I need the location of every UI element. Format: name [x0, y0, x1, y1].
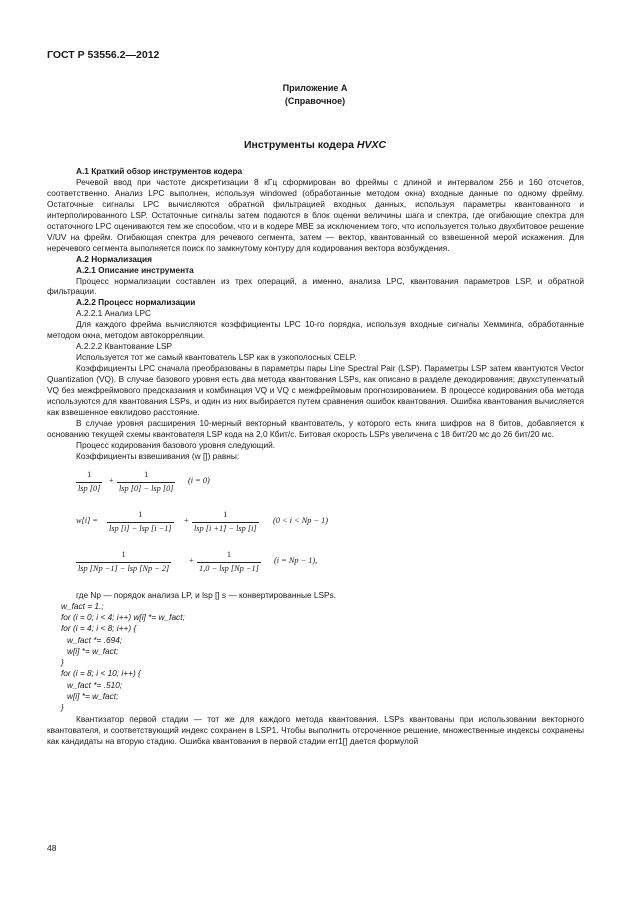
formula-1-frac-1: 1 lsp [0]: [78, 469, 101, 493]
paragraph-a222-1: Используется тот же самый квантователь LSP как в узкополосных CELP.: [76, 352, 357, 363]
formula-i-last: 1 lsp [Np −1] − lsp [Np − 2] + 1 1,0 − lsp [Np −1] (i = Np − 1),: [78, 549, 318, 573]
where-line: где Np — порядок анализа LP, и lsp [] s — конвертированные LSPs.: [76, 589, 337, 600]
code-block: [47, 601, 584, 714]
heading-a2: А.2 Нормализация: [76, 253, 152, 264]
section-title-name: HVXC: [356, 139, 387, 151]
formula-2-frac-2: 1 lsp [i +1] − lsp [i]: [194, 509, 257, 533]
heading-a222: А.2.2.2 Квантование LSP: [76, 341, 173, 352]
document-header: ГОСТ Р 53556.2—2012: [47, 49, 160, 61]
paragraph-a21: Процесс нормализации составлен из трех операций, а именно, анализа LPC, квантования параметров LSP, и обратной фильтрации.: [47, 275, 584, 297]
heading-a1: А.1 Краткий обзор инструментов кодера: [76, 166, 243, 176]
section-title: [0, 139, 630, 151]
formula-3-frac-2: 1 1,0 − lsp [Np −1]: [199, 549, 259, 573]
heading-a22: А.2.2 Процесс нормализации: [76, 297, 196, 308]
paragraph-a222-3: В случае уровня расширения 10-мерный векторный квантователь, у которого есть книга шифров на 8 битов, добавляется к основанию текущей схемы квантователя LSP кода на 2,0 Кбит/с. Битовая скорость LSPs увеличена с 18 бит/20 мс до 26 бит/20 мс.: [47, 417, 584, 439]
code-line: }: [61, 657, 64, 668]
code-line: w[i] *= w_fact;: [67, 691, 119, 702]
formula-2-frac-1: 1 lsp [i] − lsp [i −1]: [109, 509, 172, 533]
code-line: w_fact *= .694;: [67, 634, 123, 645]
heading-a221: А.2.2.1 Анализ LPC: [76, 308, 152, 319]
formula-3-frac-1: 1 lsp [Np −1] − lsp [Np − 2]: [78, 549, 170, 573]
paragraph-a222-2: Коэффициенты LPC сначала преобразованы в параметры пары Line Spectral Pair (LSP). Параметры LSP затем квантуются Vector Quantization (VQ). В случае базового уровня есть два метода квантования LSPs, как описано в разделе декодирования; двухступенчатый VQ без межфреймового предсказания и комбинация VQ и VQ с межфреймовым прогнозированием. В процессе кодирования оба метода используются для квантования LSPs, и один из них выбирается путем сравнения ошибок квантования. Ошибка квантования вычисляется как взвешенное евклидово расстояние.: [47, 363, 584, 417]
paragraph-final: Квантизатор первой стадии — тот же для каждого метода квантования. LSPs квантованы при использовании векторного квантователя, и соответствующий индекс сохранен в LSP1. Чтобы выполнить отсроченное решение, множественные индексы сохранены как кандидаты на вторую стадию. Ошибка квантования в первой стадии err1[] дается формулой: [47, 713, 584, 746]
document-body: [47, 166, 584, 747]
code-line: for (i = 4; i < 8; i++) {: [61, 623, 137, 634]
code-line: w_fact *= .510;: [67, 679, 123, 690]
appendix-title: Приложение А: [282, 83, 348, 93]
code-line: }: [61, 702, 64, 713]
code-line: w_fact = 1.;: [61, 600, 104, 611]
paragraph-a222-4: Процесс кодирования базового уровня следующий.: [76, 439, 276, 450]
paragraph-a222-5: Коэффициенты взвешивания (w []) равны:: [76, 450, 240, 461]
paragraph-a1: Речевой ввод при частоте дискретизации 8 кГц сформирован во фреймы с длиной и интервалом 256 и 160 отсчетов, соответственно. Анализ LPC выполнен, используя windowed (обработанные методом окна) входные данные по одному фрейму. Остаточные сигналы LPC вычисляются обратной фильтрацией входных данных, используя параметры квантованного и интерполированного LSP. Остаточные сигналы затем подаются в блок оценки величины шага и спектра, где огибающие спектра для остаточного LPC оцениваются тем же способом, что и в кодере MBE за исключением того, что используется только двухбитовое решение V/UV на фрейм. Огибающая спектра для речевого сегмента, затем — вектор, квантованный со взвешенной мерой искажения. Для неречевого сегмента выполняется поиск по замкнутому контуру для кодирования вектора возбуждения.: [47, 176, 584, 253]
section-title-prefix: Инструменты кодера: [243, 139, 354, 151]
formula-1-frac-2: 1 lsp [0] − lsp [0]: [119, 469, 174, 493]
appendix-subtitle: (Справочное): [284, 96, 346, 106]
formula-i-zero: 1 lsp [0] + 1 lsp [0] − lsp [0] (i = 0): [78, 469, 210, 493]
paragraph-a221: Для каждого фрейма вычисляются коэффициенты LPC 10-го порядка, используя входные сигналы Хемминга, обработанные методом окна, методом автокорреляции.: [47, 319, 584, 341]
code-line: for (i = 0; i < 4; i++) w[i] *= w_fact;: [61, 611, 185, 622]
code-line: w[i] *= w_fact;: [67, 645, 119, 656]
page-number: 48: [47, 843, 57, 853]
code-line: for (i = 8; i < 10; i++) {: [61, 668, 141, 679]
heading-a21: А.2.1 Описание инструмента: [76, 264, 194, 275]
formula-i-middle: w[i] = 1 lsp [i] − lsp [i −1] + 1 lsp [i +1] − lsp [i] (0 < i < Np − 1): [76, 509, 329, 533]
